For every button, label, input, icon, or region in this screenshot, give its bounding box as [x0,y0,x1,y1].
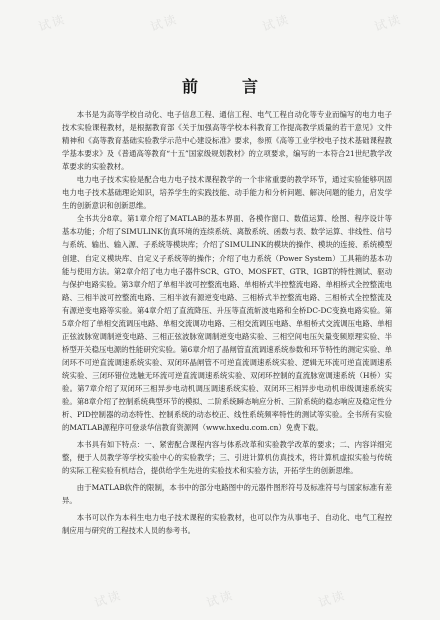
watermark-text: 试读 [204,587,236,610]
watermark-text: 试读 [92,587,124,610]
page-title: 前 言 [181,77,272,96]
paragraph-matlab-note: 由于MATLAB软件的限制，本书中的部分电路图中的元器件图形符号及标准符号与国家标准有差异。 [62,483,392,506]
watermark-text: 试读 [260,11,292,34]
watermark-text: 试读 [316,587,348,610]
paragraph-contents: 全书共分8章。第1章介绍了MATLAB的基本界面、各模作窗口、数值运算、绘图、程序设计等基本功能；介绍了SIMULINK仿真环境的连续系统、离散系统、函数与表、数学运算、非线性、信号与系统、输出、输入源、子系统等模块库；介绍了SIMULINK的模块的操作、模块的连接、系统模型创建、自定义模块库、自定义子系统等的操作；介绍了电力系统（Power System）工具箱的基本功能与使用方法。第2章介绍了电力电子器件SCR、GTO、MOSFET、GTR、IGBT的特性测试、驱动与保护电路实验。第3章介绍了单相半波可控整流电路、单相桥式半控整流电路、单相桥式全控整流电路、三相半波可控整流电路、三相半波有源逆变电路、三相桥式半控整流电路、三相桥式全控整流及有源逆变电路等实验。第4章介绍了直流降压、升压等直流斩波电路和全桥DC-DC变换电路实验。第5章介绍了单相交流调压电路、单相交流调功电路、三相交流调压电路、单相桥式交流调压电路、单相正弦波脉宽调制逆变电路、三相正弦波脉宽调制逆变电路实验、三相空间电压矢量变频原理实验、半桥型开关稳压电源的性能研究实验。第6章介绍了晶闸管直流调速系统参数和环节特性的测定实验、单闭环不可逆直流调速系统实验、双闭环晶闸管不可逆直流调速系统实验、逻辑无环流可逆直流调速系统实验、三闭环错位选触无环流可逆直流调速系统实验、双闭环控制的直流脉宽调速系统（H桥）实验。第7章介绍了双闭环三相异步电动机调压调速系统实验、双闭环三相异步电动机串级调速系统实验。第8章介绍了控制系统典型环节的模拟、二阶系统瞬态响应分析、三阶系统的稳态响应及稳定性分析、PID控制器的动态特性、控制系统的动态校正、线性系统频率特性的测试等实验。全书所有实验的MATLAB源程序可登录华信教育资源网（www.hxedu.com.cn）免费下载。 [62,214,392,433]
watermark-text: 试读 [36,11,68,34]
paragraph-importance: 电力电子技术实验是配合电力电子技术课程教学的一个非常重要的教学环节，通过实验能够巩固电力电子技术基础理论知识，培养学生的实践技能、动手能力和分析问题、解决问题的能力，启发学生的创新意识和创新思维。 [62,175,392,211]
watermark-text: 试读 [372,11,404,34]
paragraph-features: 本书具有如下特点：一、紧密配合课程内容与体系改革和实验教学改革的要求；二、内容详细完整，便于人员教学等学校实验中心的实验教学；三、引进计算机仿真技术，将计算机虚拟实验与传统的实际工程实验有机结合，提供给学生先进的实验技术和实验方法，开拓学生的创新思维。 [62,440,392,476]
document-body [62,108,392,538]
paragraph-audience: 本书可以作为本科生电力电子技术课程的实验教材，也可以作为从事电子、自动化、电气工程控制应用与研究的工程技术人员的参考书。 [62,513,392,536]
watermark-text: 试读 [148,11,180,34]
paragraph-purpose: 本书是为高等学校自动化、电子信息工程、通信工程、电气工程自动化等专业而编写的电力电子技术实验课程教材，是根据教育部《关于加强高等学校本科教育工作提高教学质量的若干意见》文件精神和《高等教育基础实验教学示范中心建设标准》要求，参照《高等工业学校电子技术基础课程教学基本要求》及《普通高等教育“十五”国家级规划教材》的立项要求，编写的一本符合21世纪教学改革要求的实验教材。 [62,110,392,172]
